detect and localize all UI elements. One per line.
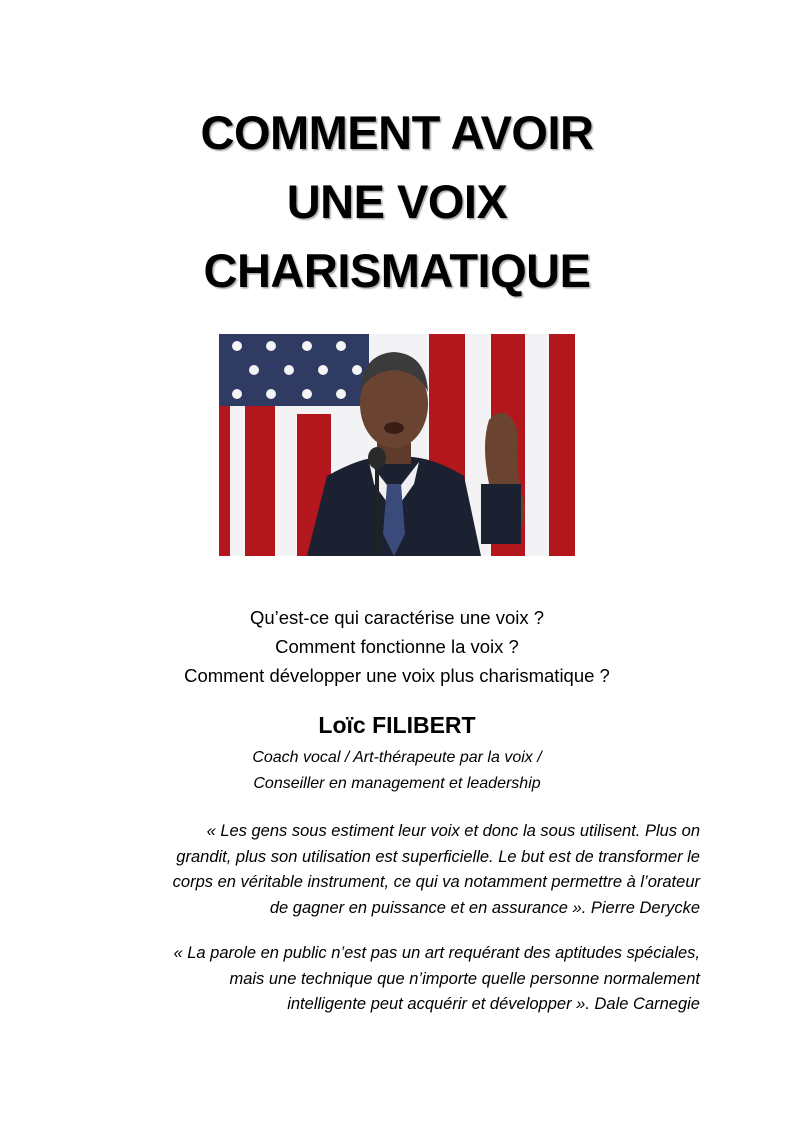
- author-name: Loïc FILIBERT: [318, 712, 476, 738]
- speaker-photo: [219, 334, 575, 556]
- quote-line: de gagner en puissance et en assurance ». Pierre Derycke: [269, 898, 700, 917]
- question-item: Comment développer une voix plus charismatique ?: [184, 665, 610, 686]
- quote-line: corps en véritable instrument, ce qui va notamment permettre à l’orateur: [172, 873, 700, 891]
- document-title: [0, 98, 794, 305]
- title-line: CHARISMATIQUE: [203, 244, 591, 297]
- author-role-line: Coach vocal / Art-thérapeute par la voix /: [252, 749, 542, 766]
- quote-derycke: [94, 819, 700, 921]
- author-role-line: Conseiller en management et leadership: [253, 775, 541, 792]
- questions-list: [0, 603, 794, 690]
- question-item: Qu’est-ce qui caractérise une voix ?: [249, 607, 545, 628]
- title-line: UNE VOIX: [286, 175, 508, 228]
- question-item: Comment fonctionne la voix ?: [275, 636, 519, 657]
- quote-line: mais une technique que n’importe quelle personne normalement: [229, 969, 700, 988]
- quote-line: grandit, plus son utilisation est superficielle. Le but est de transformer le: [176, 847, 700, 866]
- quote-line: « Les gens sous estiment leur voix et donc la sous utilisent. Plus on: [206, 822, 700, 840]
- title-line: COMMENT AVOIR: [200, 106, 594, 159]
- author-roles: [0, 745, 794, 797]
- quote-line: intelligente peut acquérir et développer ». Dale Carnegie: [287, 995, 700, 1013]
- quote-line: « La parole en public n’est pas un art requérant des aptitudes spéciales,: [173, 944, 700, 962]
- quote-carnegie: [94, 941, 700, 1018]
